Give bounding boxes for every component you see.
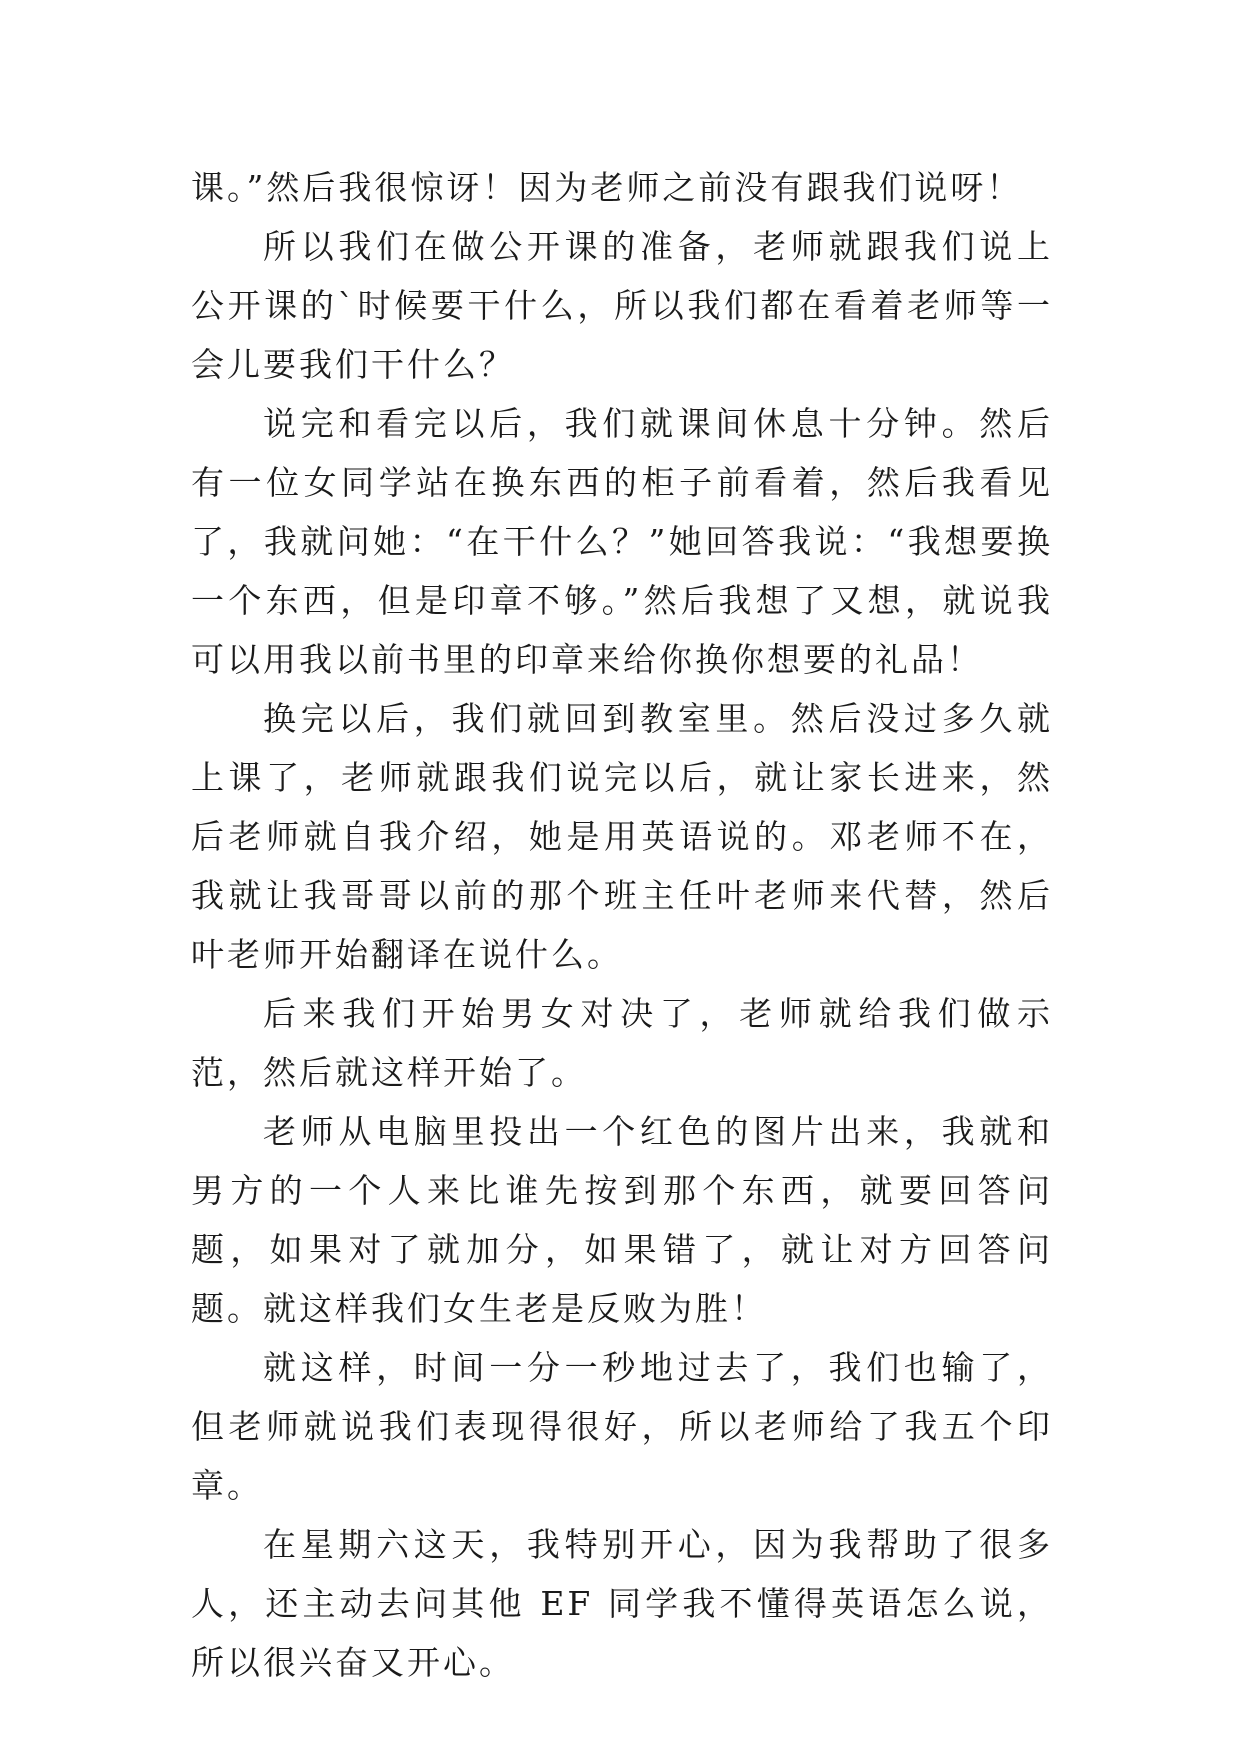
paragraph-contest-start: 后来我们开始男女对决了，老师就给我们做示范，然后就这样开始了。	[191, 994, 1053, 1092]
paragraph-result: 就这样，时间一分一秒地过去了，我们也输了，但老师就说我们表现得很好，所以老师给了我五个印章。	[191, 1348, 1053, 1505]
paragraph-class-start: 换完以后，我们就回到教室里。然后没过多久就上课了，老师就跟我们说完以后，就让家长进来，然后老师就自我介绍，她是用英语说的。邓老师不在，我就让我哥哥以前的那个班主任叶老师来代替，然后叶老师开始翻译在说什么。	[191, 699, 1053, 974]
paragraph-break: 说完和看完以后，我们就课间休息十分钟。然后有一位女同学站在换东西的柜子前看着，然后我看见了，我就问她：“在干什么？”她回答我说：“我想要换一个东西，但是印章不够。”然后我想了又想，就说我可以用我以前书里的印章来给你换你想要的礼品！	[191, 404, 1053, 679]
paragraph-contest-rules: 老师从电脑里投出一个红色的图片出来，我就和男方的一个人来比谁先按到那个东西，就要回答问题，如果对了就加分，如果错了，就让对方回答问题。就这样我们女生老是反败为胜！	[191, 1112, 1053, 1328]
paragraph-prep: 所以我们在做公开课的准备，老师就跟我们说上公开课的`时候要干什么，所以我们都在看着老师等一会儿要我们干什么？	[191, 227, 1053, 384]
paragraph-continuation: 课。”然后我很惊讶！因为老师之前没有跟我们说呀！	[191, 168, 1023, 207]
document-body	[191, 158, 1053, 1692]
paragraph-conclusion: 在星期六这天，我特别开心，因为我帮助了很多人，还主动去问其他 EF 同学我不懂得英语怎么说，所以很兴奋又开心。	[191, 1525, 1053, 1682]
